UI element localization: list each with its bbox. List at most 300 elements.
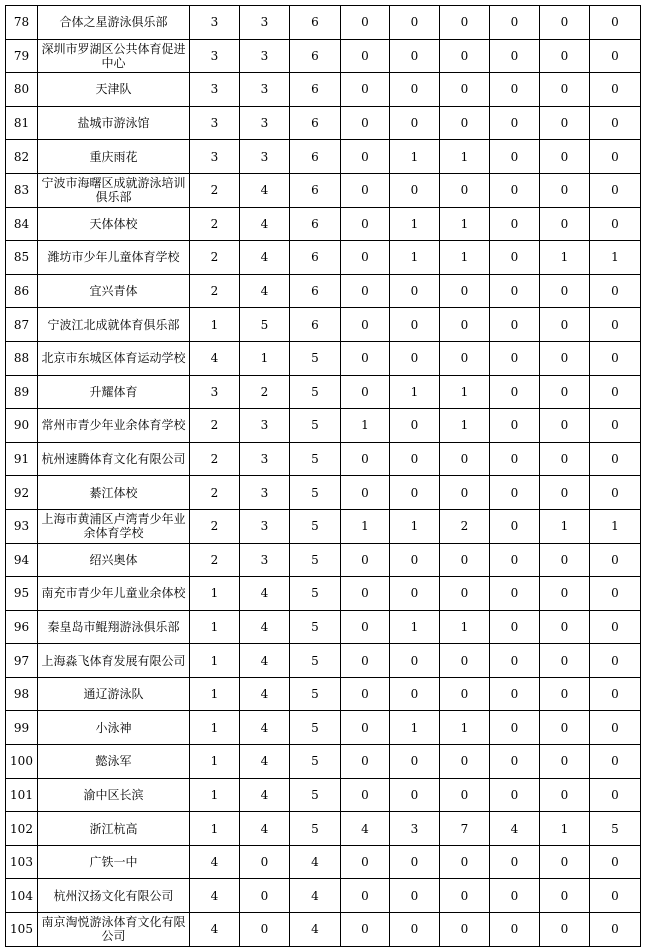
value-cell: 4	[240, 577, 290, 611]
value-cell: 0	[490, 409, 540, 443]
value-cell: 0	[490, 745, 540, 779]
value-cell: 0	[341, 913, 390, 947]
rank-cell: 86	[6, 274, 38, 308]
rank-cell: 87	[6, 308, 38, 342]
value-cell: 4	[240, 778, 290, 812]
value-cell: 2	[440, 509, 490, 543]
value-cell: 2	[190, 543, 240, 577]
value-cell: 3	[390, 812, 440, 846]
value-cell: 0	[490, 73, 540, 107]
value-cell: 4	[290, 913, 341, 947]
value-cell: 4	[190, 913, 240, 947]
value-cell: 3	[240, 476, 290, 510]
value-cell: 0	[341, 308, 390, 342]
team-name-cell: 常州市青少年业余体育学校	[38, 409, 190, 443]
team-name-cell: 南充市青少年儿童业余体校	[38, 577, 190, 611]
value-cell: 0	[390, 778, 440, 812]
value-cell: 0	[590, 375, 641, 409]
table-row	[6, 442, 641, 476]
value-cell: 0	[540, 375, 590, 409]
table-row	[6, 543, 641, 577]
value-cell: 3	[190, 140, 240, 174]
table-row	[6, 6, 641, 40]
value-cell: 0	[440, 341, 490, 375]
value-cell: 0	[590, 879, 641, 913]
value-cell: 1	[190, 711, 240, 745]
value-cell: 0	[341, 341, 390, 375]
rank-cell: 101	[6, 778, 38, 812]
value-cell: 0	[540, 677, 590, 711]
value-cell: 0	[540, 106, 590, 140]
table-row	[6, 610, 641, 644]
value-cell: 0	[490, 308, 540, 342]
value-cell: 0	[390, 442, 440, 476]
value-cell: 5	[290, 677, 341, 711]
value-cell: 0	[490, 442, 540, 476]
value-cell: 0	[590, 845, 641, 879]
value-cell: 5	[290, 711, 341, 745]
value-cell: 0	[341, 476, 390, 510]
value-cell: 0	[440, 644, 490, 678]
team-name-cell: 宁波江北成就体育俱乐部	[38, 308, 190, 342]
value-cell: 2	[190, 241, 240, 275]
value-cell: 0	[590, 6, 641, 40]
value-cell: 0	[341, 73, 390, 107]
value-cell: 0	[440, 73, 490, 107]
value-cell: 5	[290, 610, 341, 644]
value-cell: 3	[240, 6, 290, 40]
rank-cell: 98	[6, 677, 38, 711]
value-cell: 0	[341, 577, 390, 611]
value-cell: 0	[590, 745, 641, 779]
value-cell: 4	[190, 879, 240, 913]
value-cell: 1	[440, 140, 490, 174]
value-cell: 0	[440, 879, 490, 913]
value-cell: 5	[290, 341, 341, 375]
table-row	[6, 207, 641, 241]
value-cell: 0	[390, 745, 440, 779]
value-cell: 3	[240, 140, 290, 174]
value-cell: 4	[240, 812, 290, 846]
table-row	[6, 308, 641, 342]
value-cell: 0	[440, 577, 490, 611]
value-cell: 1	[440, 711, 490, 745]
table-row	[6, 140, 641, 174]
value-cell: 0	[440, 106, 490, 140]
value-cell: 0	[540, 173, 590, 207]
value-cell: 4	[240, 644, 290, 678]
rank-cell: 94	[6, 543, 38, 577]
value-cell: 1	[440, 375, 490, 409]
value-cell: 1	[540, 509, 590, 543]
value-cell: 0	[490, 610, 540, 644]
value-cell: 1	[540, 812, 590, 846]
value-cell: 1	[390, 509, 440, 543]
rank-cell: 78	[6, 6, 38, 40]
value-cell: 3	[240, 442, 290, 476]
value-cell: 5	[290, 812, 341, 846]
value-cell: 0	[440, 778, 490, 812]
value-cell: 3	[190, 6, 240, 40]
rank-cell: 89	[6, 375, 38, 409]
team-name-cell: 绍兴奥体	[38, 543, 190, 577]
value-cell: 2	[190, 442, 240, 476]
value-cell: 0	[341, 375, 390, 409]
value-cell: 0	[590, 577, 641, 611]
value-cell: 0	[240, 845, 290, 879]
rank-cell: 88	[6, 341, 38, 375]
value-cell: 3	[190, 73, 240, 107]
value-cell: 0	[341, 39, 390, 73]
value-cell: 0	[390, 879, 440, 913]
value-cell: 4	[240, 173, 290, 207]
value-cell: 0	[590, 644, 641, 678]
value-cell: 0	[440, 274, 490, 308]
table-row	[6, 812, 641, 846]
table-row	[6, 476, 641, 510]
table-body	[6, 6, 641, 947]
value-cell: 1	[390, 711, 440, 745]
value-cell: 0	[341, 140, 390, 174]
team-name-cell: 升耀体育	[38, 375, 190, 409]
value-cell: 1	[440, 241, 490, 275]
value-cell: 0	[540, 711, 590, 745]
value-cell: 3	[190, 39, 240, 73]
value-cell: 0	[540, 610, 590, 644]
value-cell: 0	[440, 677, 490, 711]
value-cell: 5	[290, 577, 341, 611]
team-name-cell: 深圳市罗湖区公共体育促进中心	[38, 39, 190, 73]
value-cell: 0	[540, 745, 590, 779]
team-name-cell: 南京淘悦游泳体育文化有限公司	[38, 913, 190, 947]
value-cell: 1	[190, 308, 240, 342]
value-cell: 0	[590, 677, 641, 711]
value-cell: 6	[290, 73, 341, 107]
rank-cell: 80	[6, 73, 38, 107]
value-cell: 1	[390, 207, 440, 241]
value-cell: 0	[540, 543, 590, 577]
value-cell: 0	[590, 274, 641, 308]
value-cell: 1	[440, 207, 490, 241]
value-cell: 0	[540, 476, 590, 510]
value-cell: 1	[341, 509, 390, 543]
value-cell: 0	[540, 879, 590, 913]
value-cell: 4	[240, 745, 290, 779]
team-name-cell: 渝中区长滨	[38, 778, 190, 812]
value-cell: 0	[590, 73, 641, 107]
rank-cell: 103	[6, 845, 38, 879]
team-name-cell: 杭州汉扬文化有限公司	[38, 879, 190, 913]
value-cell: 6	[290, 241, 341, 275]
value-cell: 0	[490, 577, 540, 611]
value-cell: 0	[390, 341, 440, 375]
value-cell: 6	[290, 173, 341, 207]
value-cell: 6	[290, 6, 341, 40]
table-row	[6, 879, 641, 913]
value-cell: 3	[240, 409, 290, 443]
value-cell: 0	[490, 274, 540, 308]
table-row	[6, 241, 641, 275]
value-cell: 0	[440, 173, 490, 207]
value-cell: 2	[190, 173, 240, 207]
table-row	[6, 39, 641, 73]
value-cell: 0	[240, 913, 290, 947]
value-cell: 0	[390, 39, 440, 73]
value-cell: 0	[490, 207, 540, 241]
rank-cell: 79	[6, 39, 38, 73]
value-cell: 1	[190, 778, 240, 812]
value-cell: 4	[240, 207, 290, 241]
value-cell: 0	[490, 879, 540, 913]
table-row	[6, 913, 641, 947]
value-cell: 0	[341, 274, 390, 308]
value-cell: 0	[390, 577, 440, 611]
rank-cell: 99	[6, 711, 38, 745]
value-cell: 4	[240, 610, 290, 644]
value-cell: 0	[341, 745, 390, 779]
value-cell: 3	[240, 73, 290, 107]
value-cell: 0	[590, 39, 641, 73]
value-cell: 1	[590, 241, 641, 275]
table-row	[6, 409, 641, 443]
value-cell: 0	[540, 6, 590, 40]
value-cell: 0	[590, 442, 641, 476]
rank-cell: 84	[6, 207, 38, 241]
value-cell: 0	[390, 845, 440, 879]
rank-cell: 91	[6, 442, 38, 476]
value-cell: 1	[390, 241, 440, 275]
value-cell: 4	[240, 241, 290, 275]
value-cell: 0	[590, 308, 641, 342]
value-cell: 0	[590, 543, 641, 577]
value-cell: 5	[240, 308, 290, 342]
value-cell: 0	[390, 677, 440, 711]
rank-cell: 90	[6, 409, 38, 443]
table-row	[6, 73, 641, 107]
table-row	[6, 745, 641, 779]
value-cell: 0	[490, 476, 540, 510]
value-cell: 0	[490, 6, 540, 40]
value-cell: 4	[290, 845, 341, 879]
value-cell: 0	[390, 6, 440, 40]
value-cell: 0	[390, 913, 440, 947]
value-cell: 1	[240, 341, 290, 375]
value-cell: 5	[290, 543, 341, 577]
value-cell: 0	[540, 845, 590, 879]
value-cell: 0	[390, 476, 440, 510]
value-cell: 0	[540, 778, 590, 812]
team-name-cell: 重庆雨花	[38, 140, 190, 174]
value-cell: 3	[190, 375, 240, 409]
value-cell: 0	[341, 845, 390, 879]
value-cell: 1	[590, 509, 641, 543]
table-row	[6, 341, 641, 375]
value-cell: 0	[590, 207, 641, 241]
value-cell: 0	[341, 879, 390, 913]
table-row	[6, 577, 641, 611]
value-cell: 1	[190, 812, 240, 846]
value-cell: 0	[490, 106, 540, 140]
value-cell: 1	[440, 409, 490, 443]
value-cell: 6	[290, 39, 341, 73]
value-cell: 0	[390, 106, 440, 140]
value-cell: 0	[341, 106, 390, 140]
value-cell: 0	[540, 409, 590, 443]
value-cell: 2	[240, 375, 290, 409]
rank-cell: 97	[6, 644, 38, 678]
value-cell: 4	[190, 341, 240, 375]
value-cell: 1	[440, 610, 490, 644]
rank-cell: 85	[6, 241, 38, 275]
ranking-table	[5, 5, 641, 947]
team-name-cell: 天体体校	[38, 207, 190, 241]
value-cell: 0	[390, 73, 440, 107]
value-cell: 0	[341, 644, 390, 678]
value-cell: 6	[290, 274, 341, 308]
value-cell: 3	[190, 106, 240, 140]
team-name-cell: 懿泳军	[38, 745, 190, 779]
value-cell: 0	[341, 442, 390, 476]
rank-cell: 96	[6, 610, 38, 644]
value-cell: 0	[440, 442, 490, 476]
value-cell: 0	[440, 6, 490, 40]
table-row	[6, 845, 641, 879]
value-cell: 0	[490, 341, 540, 375]
value-cell: 1	[390, 375, 440, 409]
value-cell: 1	[540, 241, 590, 275]
team-name-cell: 浙江杭高	[38, 812, 190, 846]
table-row	[6, 509, 641, 543]
value-cell: 0	[540, 207, 590, 241]
value-cell: 0	[540, 913, 590, 947]
value-cell: 4	[341, 812, 390, 846]
value-cell: 7	[440, 812, 490, 846]
value-cell: 3	[240, 106, 290, 140]
value-cell: 5	[290, 375, 341, 409]
value-cell: 0	[341, 610, 390, 644]
table-row	[6, 106, 641, 140]
value-cell: 0	[540, 644, 590, 678]
team-name-cell: 上海淼飞体育发展有限公司	[38, 644, 190, 678]
team-name-cell: 广铁一中	[38, 845, 190, 879]
value-cell: 0	[540, 341, 590, 375]
value-cell: 6	[290, 207, 341, 241]
table-row	[6, 644, 641, 678]
rank-cell: 95	[6, 577, 38, 611]
value-cell: 0	[490, 543, 540, 577]
value-cell: 3	[240, 509, 290, 543]
value-cell: 0	[341, 173, 390, 207]
team-name-cell: 綦江体校	[38, 476, 190, 510]
value-cell: 5	[290, 442, 341, 476]
team-name-cell: 秦皇岛市鲲翔游泳俱乐部	[38, 610, 190, 644]
value-cell: 0	[490, 913, 540, 947]
value-cell: 4	[240, 711, 290, 745]
value-cell: 1	[190, 745, 240, 779]
value-cell: 0	[490, 375, 540, 409]
value-cell: 0	[341, 241, 390, 275]
value-cell: 0	[590, 711, 641, 745]
value-cell: 0	[440, 913, 490, 947]
value-cell: 0	[341, 778, 390, 812]
rank-cell: 105	[6, 913, 38, 947]
rank-cell: 92	[6, 476, 38, 510]
value-cell: 5	[290, 476, 341, 510]
rank-cell: 102	[6, 812, 38, 846]
value-cell: 5	[590, 812, 641, 846]
value-cell: 1	[341, 409, 390, 443]
value-cell: 0	[440, 745, 490, 779]
table-row	[6, 173, 641, 207]
value-cell: 0	[390, 308, 440, 342]
rank-cell: 81	[6, 106, 38, 140]
value-cell: 6	[290, 106, 341, 140]
value-cell: 1	[190, 677, 240, 711]
value-cell: 1	[190, 577, 240, 611]
value-cell: 2	[190, 409, 240, 443]
value-cell: 0	[490, 39, 540, 73]
value-cell: 5	[290, 509, 341, 543]
team-name-cell: 合体之星游泳俱乐部	[38, 6, 190, 40]
value-cell: 0	[390, 644, 440, 678]
value-cell: 0	[590, 106, 641, 140]
team-name-cell: 宜兴青体	[38, 274, 190, 308]
value-cell: 0	[540, 140, 590, 174]
value-cell: 6	[290, 140, 341, 174]
value-cell: 4	[190, 845, 240, 879]
value-cell: 0	[540, 39, 590, 73]
value-cell: 1	[190, 644, 240, 678]
value-cell: 2	[190, 207, 240, 241]
value-cell: 0	[590, 476, 641, 510]
value-cell: 5	[290, 409, 341, 443]
value-cell: 0	[390, 409, 440, 443]
value-cell: 0	[540, 308, 590, 342]
team-name-cell: 北京市东城区体育运动学校	[38, 341, 190, 375]
value-cell: 1	[190, 610, 240, 644]
team-name-cell: 杭州速腾体育文化有限公司	[38, 442, 190, 476]
value-cell: 0	[590, 409, 641, 443]
team-name-cell: 通辽游泳队	[38, 677, 190, 711]
value-cell: 0	[341, 6, 390, 40]
value-cell: 0	[490, 509, 540, 543]
rank-cell: 100	[6, 745, 38, 779]
value-cell: 3	[240, 543, 290, 577]
value-cell: 0	[341, 711, 390, 745]
value-cell: 0	[440, 39, 490, 73]
value-cell: 5	[290, 644, 341, 678]
value-cell: 0	[490, 677, 540, 711]
value-cell: 4	[490, 812, 540, 846]
value-cell: 0	[540, 442, 590, 476]
value-cell: 0	[440, 543, 490, 577]
value-cell: 0	[341, 543, 390, 577]
value-cell: 1	[390, 610, 440, 644]
value-cell: 2	[190, 476, 240, 510]
value-cell: 1	[390, 140, 440, 174]
value-cell: 0	[590, 341, 641, 375]
value-cell: 0	[490, 241, 540, 275]
value-cell: 0	[440, 308, 490, 342]
team-name-cell: 宁波市海曙区成就游泳培训俱乐部	[38, 173, 190, 207]
team-name-cell: 盐城市游泳馆	[38, 106, 190, 140]
value-cell: 5	[290, 745, 341, 779]
value-cell: 0	[440, 476, 490, 510]
value-cell: 0	[341, 677, 390, 711]
value-cell: 4	[240, 274, 290, 308]
value-cell: 0	[390, 274, 440, 308]
value-cell: 0	[540, 274, 590, 308]
